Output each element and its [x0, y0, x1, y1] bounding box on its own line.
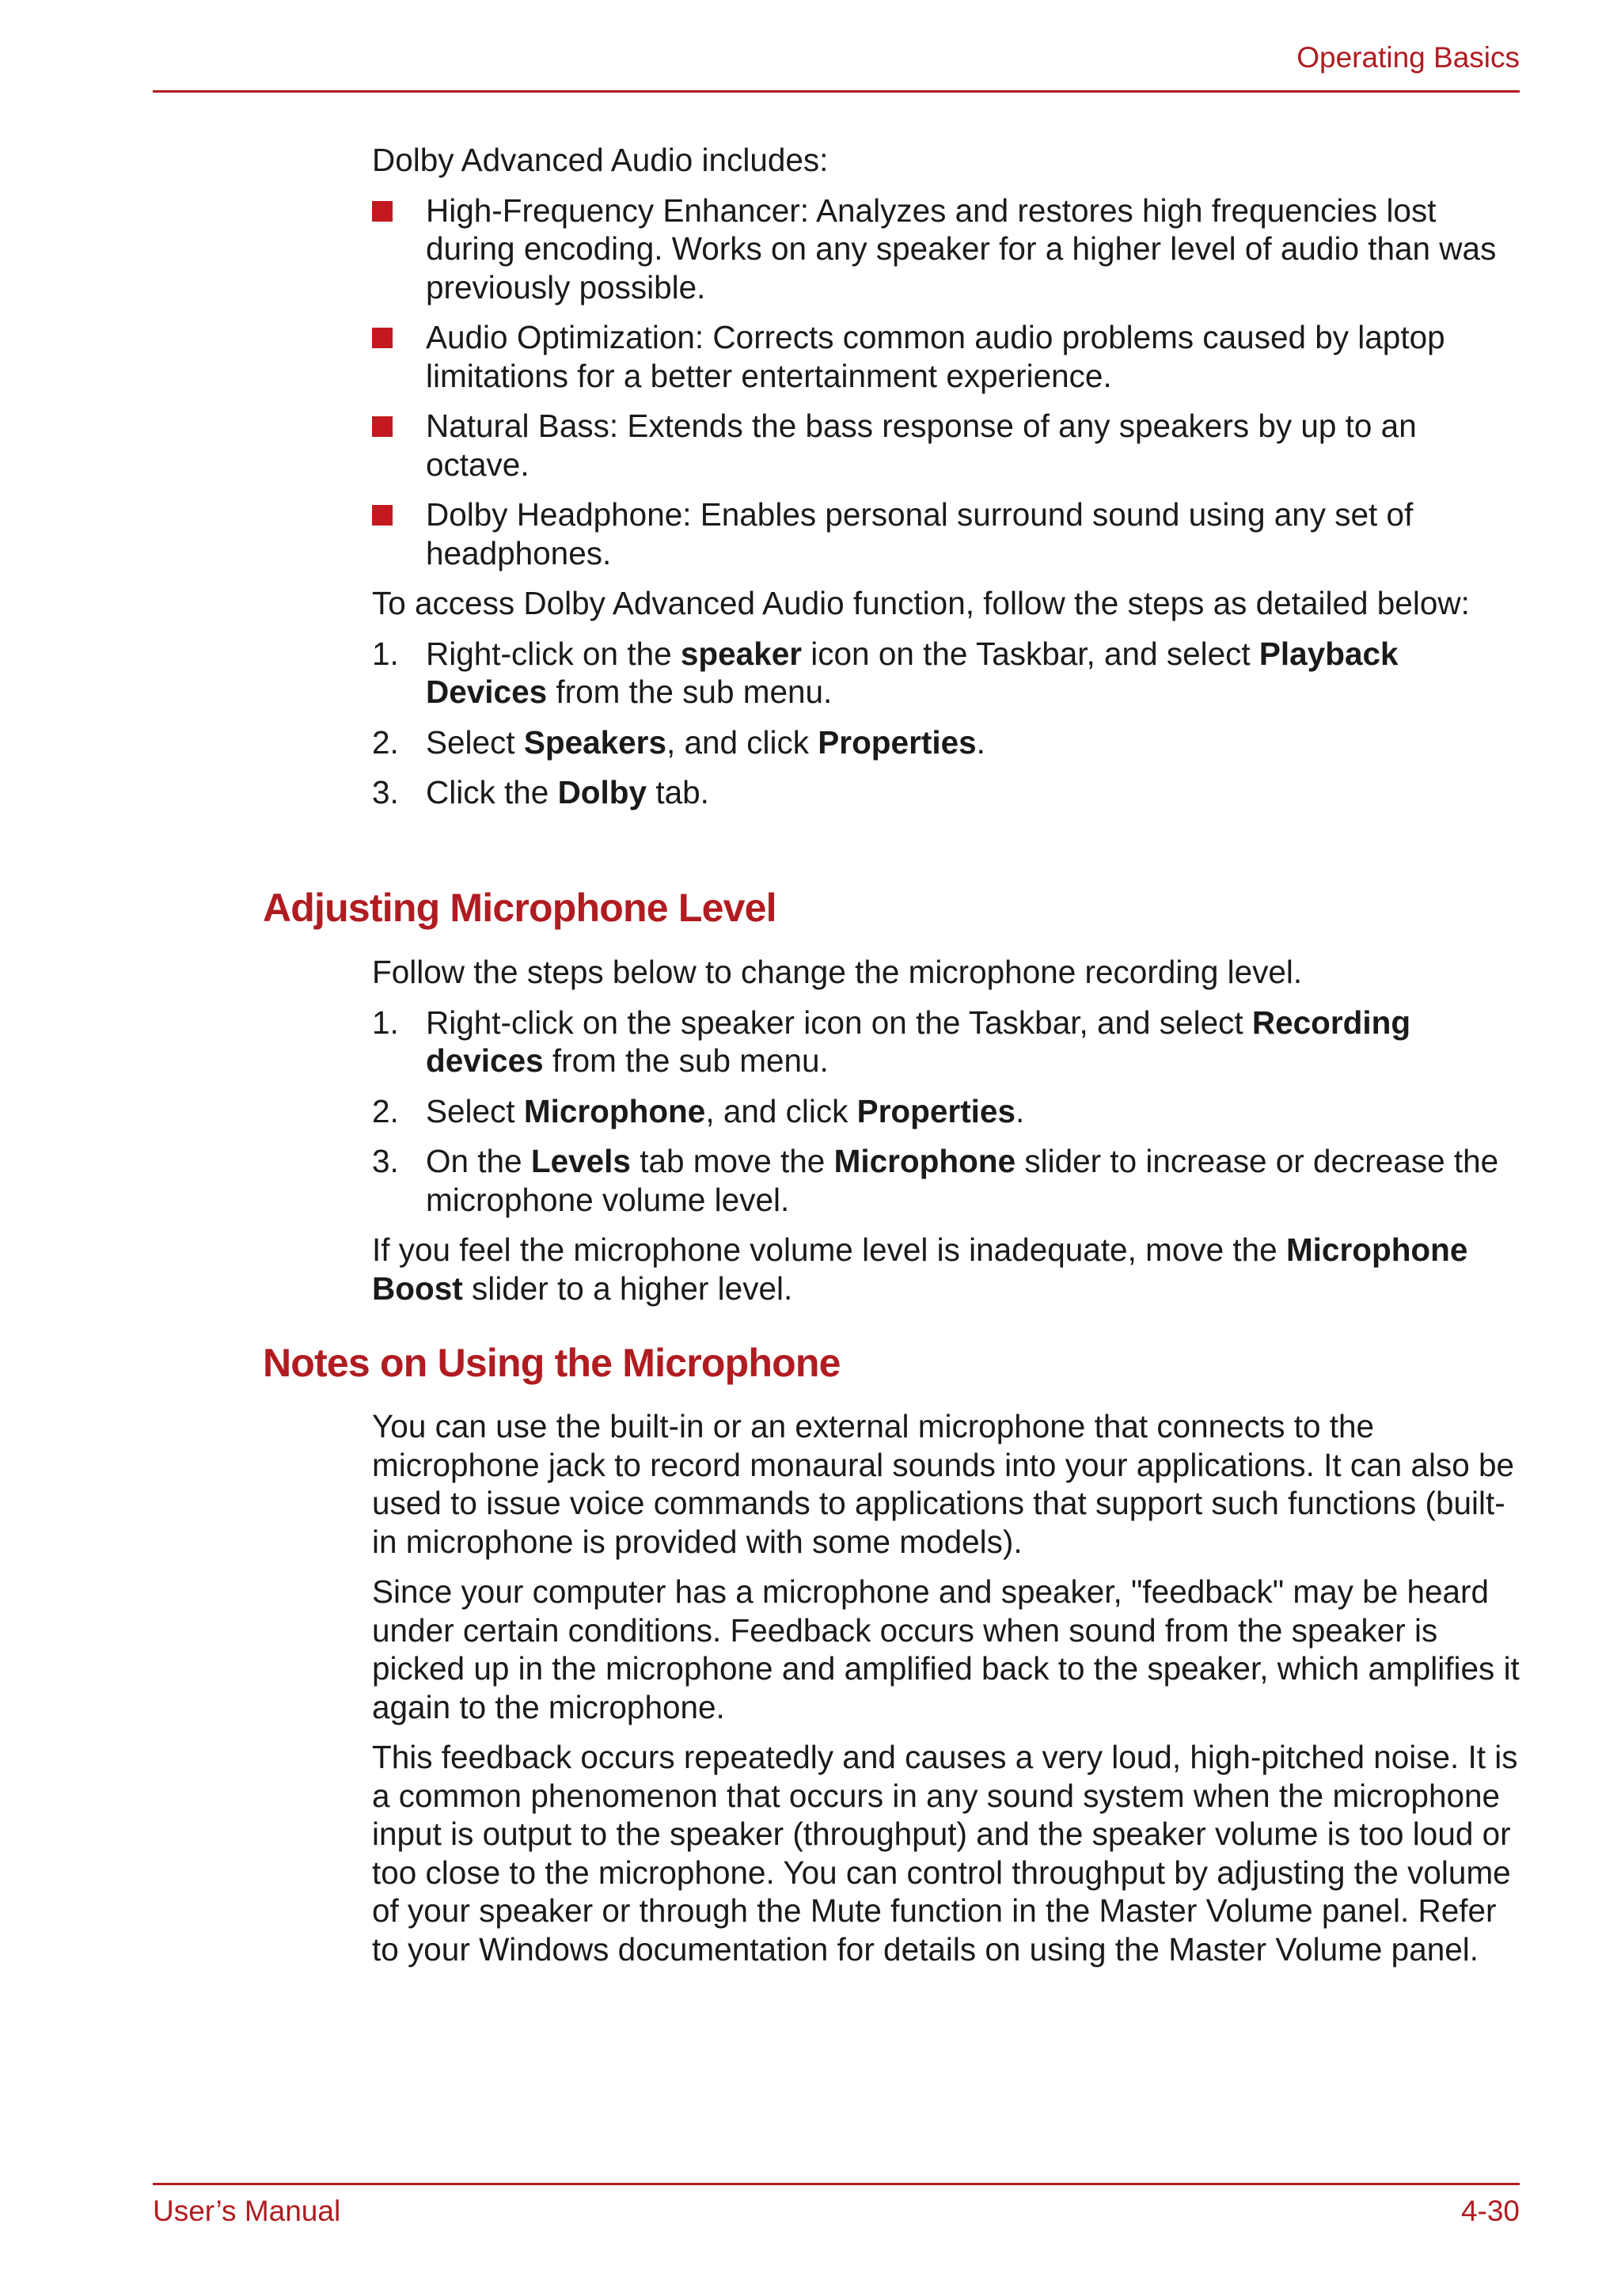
text-run: from the sub menu.	[543, 1042, 829, 1079]
text-run: tab move the	[630, 1143, 834, 1179]
mic-level-lead: Follow the steps below to change the microphone recording level.	[372, 954, 1303, 990]
text-run: , and click	[666, 723, 818, 761]
text-run: from the sub menu.	[547, 674, 833, 710]
step-item	[372, 723, 1520, 762]
notes-paragraph: This feedback occurs repeatedly and causes a very loud, high-pitched noise. It is a common phenomenon that occurs in any sound system when the microphone input is output to the speaker (throughput) and the speaker volume is too loud or too close to the microphone. You can control throughput by adjusting the volume of your speaker or through the Mute function in the Master Volume panel. Refer to your Windows documentation for details on using the Master Volume panel.	[372, 1739, 1518, 1968]
bold-text: Speakers	[523, 723, 666, 761]
list-item: Natural Bass: Extends the bass response of any speakers by up to an octave.	[372, 407, 1520, 484]
step-number: 3.	[372, 774, 399, 810]
step-text	[426, 1143, 1498, 1218]
step-item	[372, 773, 1520, 812]
footer-manual-title: User’s Manual	[153, 2195, 341, 2227]
text-run: Click the	[426, 774, 558, 810]
bold-text: Levels	[530, 1143, 631, 1179]
step-text	[426, 1004, 1410, 1080]
bold-text: Microphone	[833, 1143, 1016, 1179]
step-item	[372, 1142, 1520, 1219]
notes-section	[372, 1407, 1520, 1980]
step-number: 1.	[372, 635, 399, 672]
step-item	[372, 635, 1520, 712]
step-number: 2.	[372, 723, 399, 761]
header-divider	[153, 90, 1520, 93]
dolby-lead: Dolby Advanced Audio includes:	[372, 142, 829, 178]
text-run: .	[1015, 1092, 1025, 1129]
step-text	[426, 774, 709, 810]
bold-text: Recording devices	[426, 1004, 1411, 1079]
bold-text: speaker	[680, 635, 803, 672]
list-item: Dolby Headphone: Enables personal surround sound using any set of headphones.	[372, 495, 1520, 572]
bold-text: Properties	[818, 723, 977, 761]
step-text	[426, 636, 1399, 711]
dolby-section	[372, 141, 1520, 824]
bullet-square-icon	[372, 201, 393, 222]
running-header: Operating Basics	[1296, 41, 1520, 74]
step-number: 2.	[372, 1092, 399, 1129]
bullet-square-icon	[372, 505, 393, 526]
bullet-square-icon	[372, 416, 393, 437]
mic-level-section	[372, 953, 1520, 1319]
step-text	[426, 724, 985, 761]
text-run: If you feel the microphone volume level is inadequate, move the	[372, 1231, 1286, 1268]
section-heading-notes: Notes on Using the Microphone	[263, 1341, 841, 1385]
mic-boost-text	[372, 1231, 1520, 1307]
bold-text: Properties	[856, 1092, 1015, 1129]
step-item	[372, 1092, 1520, 1131]
step-text	[426, 1093, 1024, 1129]
text-run: Select	[426, 1092, 524, 1129]
dolby-feature-list	[372, 192, 1520, 573]
text-run: slider to increase or decrease the microphone volume level.	[426, 1143, 1499, 1218]
notes-paragraph: Since your computer has a microphone and speaker, "feedback" may be heard under certain conditions. Feedback occurs when sound from the speaker is picked up in the microphone and amplified back to the speaker, which amplifies it again to the microphone.	[372, 1573, 1520, 1725]
list-item: Audio Optimization: Corrects common audio problems caused by laptop limitations for a better entertainment experience.	[372, 318, 1520, 395]
bold-text: Microphone	[523, 1092, 706, 1129]
text-run: .	[976, 723, 985, 761]
text-run: , and click	[705, 1092, 857, 1129]
text-run: icon on the Taskbar, and select	[802, 635, 1259, 672]
section-heading-mic-level: Adjusting Microphone Level	[263, 886, 776, 930]
text-run: Select	[426, 723, 524, 761]
step-number: 1.	[372, 1004, 399, 1041]
bold-text: Playback Devices	[426, 635, 1399, 710]
text-run: Right-click on the speaker icon on the Taskbar, and select	[426, 1004, 1252, 1041]
text-run: On the	[426, 1143, 531, 1179]
bullet-square-icon	[372, 328, 393, 348]
text-run: tab.	[647, 774, 709, 810]
bold-text: Dolby	[557, 774, 647, 810]
page-number: 4-30	[1460, 2195, 1520, 2227]
step-number: 3.	[372, 1143, 399, 1179]
step-item	[372, 1004, 1520, 1080]
text-run: Right-click on the	[426, 635, 681, 672]
notes-paragraph: You can use the built-in or an external microphone that connects to the microphone jack to record monaural sounds into your applications. It can also be used to issue voice commands to applications that support such functions (built-in microphone is provided with some models).	[372, 1408, 1515, 1560]
mic-steps-list	[372, 1004, 1520, 1220]
bold-text: Microphone Boost	[372, 1231, 1468, 1307]
text-run: slider to a higher level.	[462, 1269, 793, 1307]
footer-divider	[153, 2183, 1520, 2185]
list-item: High-Frequency Enhancer: Analyzes and restores high frequencies lost during encoding. Works on any speaker for a higher level of audio than was previously possible.	[372, 192, 1520, 307]
dolby-steps-list	[372, 635, 1520, 812]
dolby-access-text: To access Dolby Advanced Audio function, follow the steps as detailed below:	[372, 585, 1470, 621]
